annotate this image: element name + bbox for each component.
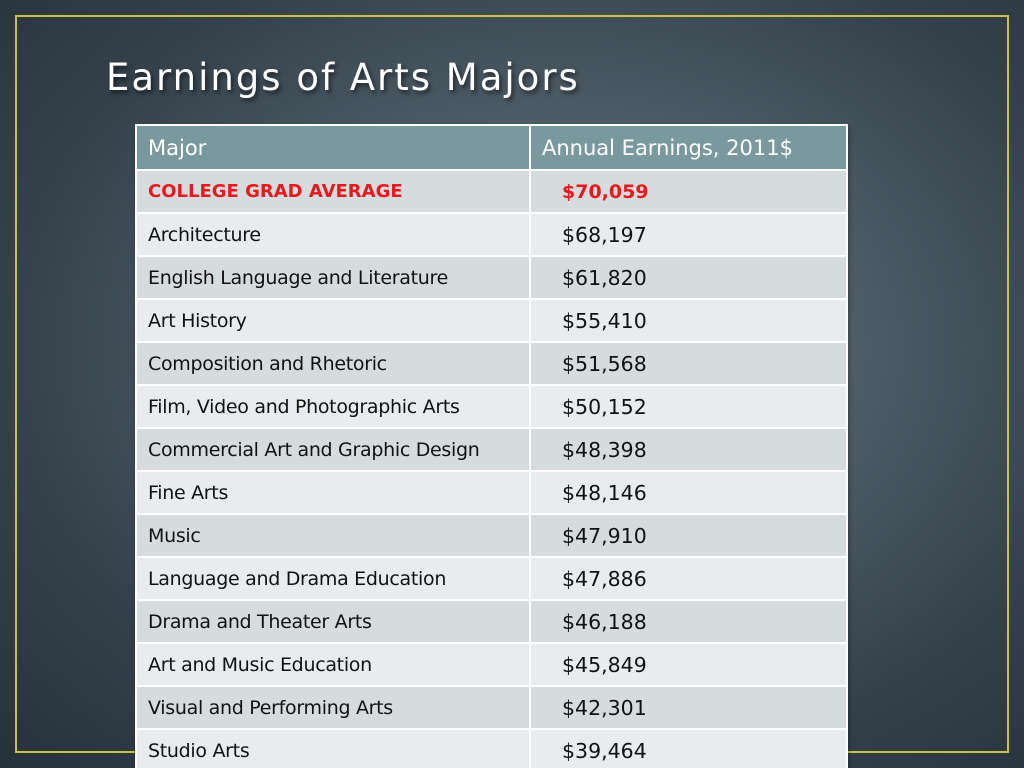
major-cell: Art History <box>136 299 530 342</box>
earnings-cell: $61,820 <box>530 256 847 299</box>
major-cell: COLLEGE GRAD AVERAGE <box>136 170 530 213</box>
earnings-table <box>135 124 848 768</box>
table-row <box>136 428 847 471</box>
table-header-row <box>136 125 847 170</box>
major-cell: Music <box>136 514 530 557</box>
column-header-earnings: Annual Earnings, 2011$ <box>530 125 847 170</box>
major-cell: Studio Arts <box>136 729 530 768</box>
major-cell: Drama and Theater Arts <box>136 600 530 643</box>
table-row <box>136 299 847 342</box>
earnings-cell: $51,568 <box>530 342 847 385</box>
earnings-cell: $39,464 <box>530 729 847 768</box>
table-row <box>136 256 847 299</box>
table-row <box>136 342 847 385</box>
earnings-cell: $47,910 <box>530 514 847 557</box>
major-cell: Film, Video and Photographic Arts <box>136 385 530 428</box>
earnings-cell: $48,146 <box>530 471 847 514</box>
table-row <box>136 729 847 768</box>
slide-title: Earnings of Arts Majors <box>106 56 580 99</box>
major-cell: Art and Music Education <box>136 643 530 686</box>
major-cell: English Language and Literature <box>136 256 530 299</box>
earnings-cell: $48,398 <box>530 428 847 471</box>
earnings-cell: $50,152 <box>530 385 847 428</box>
table-row <box>136 471 847 514</box>
major-cell: Commercial Art and Graphic Design <box>136 428 530 471</box>
major-cell: Language and Drama Education <box>136 557 530 600</box>
table-row <box>136 514 847 557</box>
earnings-cell: $70,059 <box>530 170 847 213</box>
earnings-cell: $42,301 <box>530 686 847 729</box>
earnings-cell: $55,410 <box>530 299 847 342</box>
earnings-cell: $46,188 <box>530 600 847 643</box>
table-row <box>136 643 847 686</box>
column-header-major: Major <box>136 125 530 170</box>
earnings-cell: $45,849 <box>530 643 847 686</box>
table-row-college-grad-average <box>136 170 847 213</box>
table-row <box>136 600 847 643</box>
major-cell: Architecture <box>136 213 530 256</box>
earnings-cell: $47,886 <box>530 557 847 600</box>
major-cell: Fine Arts <box>136 471 530 514</box>
major-cell: Composition and Rhetoric <box>136 342 530 385</box>
table-row <box>136 557 847 600</box>
table-row <box>136 686 847 729</box>
table-row <box>136 385 847 428</box>
table-row <box>136 213 847 256</box>
major-cell: Visual and Performing Arts <box>136 686 530 729</box>
earnings-cell: $68,197 <box>530 213 847 256</box>
